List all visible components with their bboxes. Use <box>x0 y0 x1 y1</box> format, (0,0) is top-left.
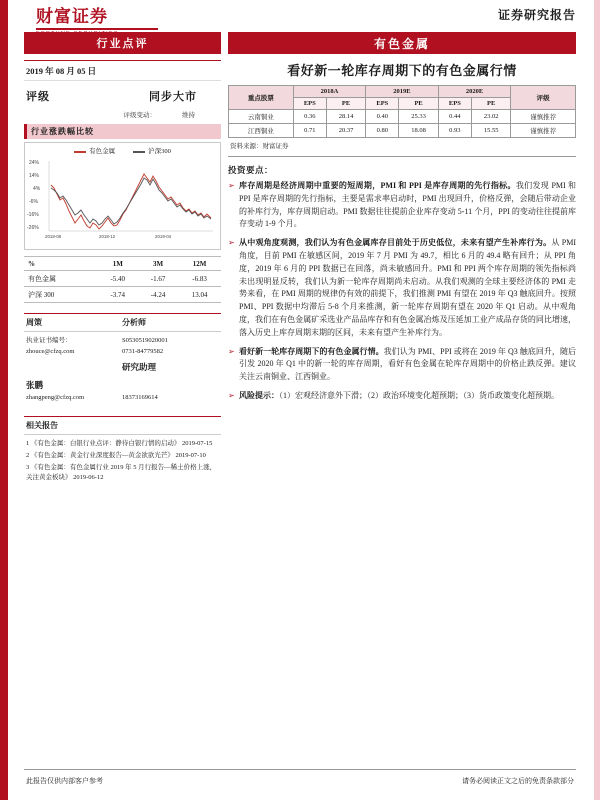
chart-section-title: 行业涨跌幅比较 <box>24 124 221 139</box>
stock-name: 江西铜业 <box>229 124 294 138</box>
rating-change-value: 维持 <box>182 112 195 119</box>
right-pink-edge <box>594 0 600 800</box>
page-title: 看好新一轮库存周期下的有色金属行情 <box>287 63 517 78</box>
band-industry-label: 有色金属 <box>228 32 576 54</box>
bullet-lead: 从中观角度观测，我们认为有色金属库存目前处于历史低位，未来有望产生补库行为。 <box>239 238 552 248</box>
band-category-label: 行业点评 <box>24 32 221 54</box>
arrow-icon: ➢ <box>228 346 235 356</box>
col-caption: 重点股票 <box>229 86 294 110</box>
cell-12m: -6.83 <box>178 271 221 287</box>
cell-1m: -3.74 <box>98 287 138 303</box>
cell-eps-2018: 0.36 <box>293 110 326 124</box>
cell-3m: -4.24 <box>138 287 178 303</box>
col-pe-2020: PE <box>472 98 511 110</box>
analyst-header <box>24 313 221 332</box>
cell-pe-2018: 28.14 <box>326 110 365 124</box>
analyst-email[interactable]: zhouce@cfzq.com <box>26 348 75 356</box>
legend-item-industry: 有色金属 <box>74 146 115 155</box>
rating-value: 同步大市 <box>149 91 197 103</box>
arrow-icon: ➢ <box>228 390 235 400</box>
related-reports-title: 相关报告 <box>24 416 221 435</box>
title-band <box>24 32 576 54</box>
bullet-item <box>228 180 576 231</box>
left-red-edge <box>0 0 8 800</box>
cell-pe-2020: 15.55 <box>472 124 511 138</box>
logo-cn-text: 财富证券 <box>36 7 108 27</box>
col-2020e: 2020E <box>438 86 511 98</box>
report-date: 2019 年 08 月 05 日 <box>24 60 221 81</box>
assistant-role-label: 研究助理 <box>122 362 157 373</box>
legend-item-benchmark: 沪深300 <box>133 146 171 155</box>
svg-text:4%: 4% <box>33 186 41 192</box>
assistant-email[interactable]: zhangpeng@cfzq.com <box>26 393 85 401</box>
cell-pe-2018: 20.37 <box>326 124 365 138</box>
cell-eps-2019: 0.40 <box>366 110 399 124</box>
svg-text:-16%: -16% <box>27 212 39 218</box>
svg-text:2019-04: 2019-04 <box>155 234 172 239</box>
report-type-label: 证券研究报告 <box>497 8 576 22</box>
assistant-name: 张鹏 <box>26 379 44 390</box>
col-rating: 评级 <box>511 86 576 110</box>
analyst-phone: 0731-84779582 <box>122 348 164 356</box>
row-name: 有色金属 <box>24 271 98 287</box>
col-12m: 12M <box>178 257 221 271</box>
rating-change-row <box>24 108 221 124</box>
bullet-item <box>228 346 576 384</box>
cell-1m: -5.40 <box>98 271 138 287</box>
footer-right-text: 请务必阅读正文之后的免责条款部分 <box>462 777 574 785</box>
chart-svg <box>27 155 216 243</box>
cell-eps-2019: 0.80 <box>366 124 399 138</box>
cell-pe-2020: 23.02 <box>472 110 511 124</box>
key-stocks-table <box>228 85 576 138</box>
logo-underline <box>36 28 158 30</box>
bullet-lead: 库存周期是经济周期中重要的短周期，PMI 和 PPI 是库存周期的先行指标。 <box>239 181 516 190</box>
bullet-text <box>239 346 576 384</box>
table-header-row <box>229 86 576 98</box>
assistant-name-line <box>26 375 219 392</box>
svg-text:2018-08: 2018-08 <box>45 234 62 239</box>
svg-text:-6%: -6% <box>29 199 38 205</box>
table-row <box>24 287 221 303</box>
col-eps-2020: EPS <box>438 98 471 110</box>
col-pe-2018: PE <box>326 98 365 110</box>
table-row <box>24 271 221 287</box>
cell-eps-2020: 0.93 <box>438 124 471 138</box>
table-row <box>229 110 576 124</box>
analyst-cert-value: S0530519020001 <box>122 337 168 344</box>
svg-text:14%: 14% <box>29 173 40 179</box>
performance-chart <box>24 142 221 250</box>
investment-points-title: 投资要点： <box>228 165 274 175</box>
table-header-row <box>24 257 221 271</box>
bullet-item <box>228 237 576 339</box>
right-column <box>228 58 576 409</box>
performance-table <box>24 256 221 303</box>
status-badge: 谨慎推荐 <box>511 124 576 138</box>
rating-row <box>24 81 221 108</box>
arrow-icon: ➢ <box>228 181 235 190</box>
analyst-contact-line <box>26 346 219 357</box>
bullet-lead: 看好新一轮库存周期下的有色金属行情。 <box>239 346 384 356</box>
col-eps-2019: EPS <box>366 98 399 110</box>
bullet-body: 我们认为 PMI、PPI 或将在 2019 年 Q3 触底回升，随后引发 2020 年 Q1 中的新一轮的库存周期，看好有色金属在轮库存周期中的价格止跌反弹。建议关注云南铜业、江西铜业。 <box>239 346 576 382</box>
col-1m: 1M <box>98 257 138 271</box>
bullet-body: 我们发现 PMI 和 PPI 是库存周期的先行指标，主要是需求率启动时，PMI 出现回升，价格反弹，会随后带动企业的补库行为，库存周期启动。PMI 数据往往提前企业库存变动 5-11 个月，PPI 的变动往往提前库存变动 1-9 个月。 <box>239 181 577 229</box>
bullet-text <box>239 237 576 339</box>
col-3m: 3M <box>138 257 178 271</box>
list-item[interactable]: 3 《有色金属：有色金属行业 2019 年 5 月行报告—稀土价格上涨，关注黄金板块》 2019-06-12 <box>26 464 217 482</box>
cell-eps-2020: 0.44 <box>438 110 471 124</box>
status-badge: 谨慎推荐 <box>511 110 576 124</box>
band-gap <box>221 32 228 54</box>
col-pe-2019: PE <box>399 98 438 110</box>
col-2019e: 2019E <box>366 86 439 98</box>
analyst-cert-line <box>26 335 219 346</box>
col-2018a: 2018A <box>293 86 366 98</box>
assistant-phone: 18373169614 <box>122 393 158 401</box>
footer-left-text: 此报告仅供内部客户参考 <box>26 777 103 785</box>
left-column <box>24 60 221 489</box>
bullet-item <box>228 390 576 403</box>
list-item[interactable]: 1 《有色金属：白银行业点评：静待白银行情的启动》 2019-07-15 <box>26 440 213 448</box>
bullet-lead: 风险提示： <box>239 390 279 400</box>
cell-pe-2019: 18.08 <box>399 124 438 138</box>
rating-change-label: 评级变动： <box>123 112 156 119</box>
assistant-role-line <box>26 357 219 374</box>
analyst-cert-label: 执业证书编号： <box>26 337 72 344</box>
footer-divider <box>24 769 576 770</box>
col-pct: % <box>24 257 98 271</box>
bullet-body: （1）宏观经济意外下滑；（2）政治环境变化超预期；（3）货币政策变化超预期。 <box>279 390 559 400</box>
assistant-contact-line <box>26 392 219 403</box>
bullet-text <box>239 390 576 403</box>
svg-text:2018-12: 2018-12 <box>99 234 116 239</box>
table-source: 资料来源：财富证券 <box>228 138 576 157</box>
bullet-body: 从 PMI 角度，目前 PMI 在敏感区间，2019 年 7 月 PMI 为 49.7，相比 6 月的 49.4 略有回升；从 PPI 角度，2019 年 6 月的 PPI 数据已在回落，尚未敏感回升。PMI 和 PPI 两个库存周期的领先指标尚未出现明显反转，我们认为新一轮库存周期尚未启动。从我们观测的全球主要经济体的 PMI 走势来看，在 PMI 周期的规律仍有效的前提下，我们推测 PMI 有望在 2019 年 Q3 触底回升。按照 PMI、PPI 数据中均滞后 5-8 个月来推测，新一轮库存周期有望在 2020 年 Q1 启动。从中观角度，我们在有色金属矿采选业产品品库存和有色金属冶炼及压延加工业产成品存货的同比增速，落入历史上库存周期末期的区间，未来有望产生补库行为。 <box>239 238 576 337</box>
cell-pe-2019: 25.33 <box>399 110 438 124</box>
bullet-text <box>239 180 576 231</box>
rating-label: 评级 <box>26 91 50 103</box>
related-reports-list <box>24 435 221 489</box>
analyst-role: 分析师 <box>122 318 146 327</box>
stock-name: 云南铜业 <box>229 110 294 124</box>
page-header <box>8 0 594 30</box>
chart-legend <box>27 145 218 155</box>
analyst-name: 周策 <box>26 318 42 327</box>
svg-text:24%: 24% <box>29 160 40 166</box>
col-eps-2018: EPS <box>293 98 326 110</box>
table-row <box>229 124 576 138</box>
svg-text:-26%: -26% <box>27 225 39 231</box>
cell-eps-2018: 0.71 <box>293 124 326 138</box>
row-name: 沪深 300 <box>24 287 98 303</box>
analyst-block <box>24 332 221 406</box>
cell-3m: -1.67 <box>138 271 178 287</box>
list-item[interactable]: 2 《有色金属：黄金行业深度报告—黄金欲欲光芒》 2019-07-10 <box>26 452 206 460</box>
cell-12m: 13.04 <box>178 287 221 303</box>
arrow-icon: ➢ <box>228 238 235 248</box>
